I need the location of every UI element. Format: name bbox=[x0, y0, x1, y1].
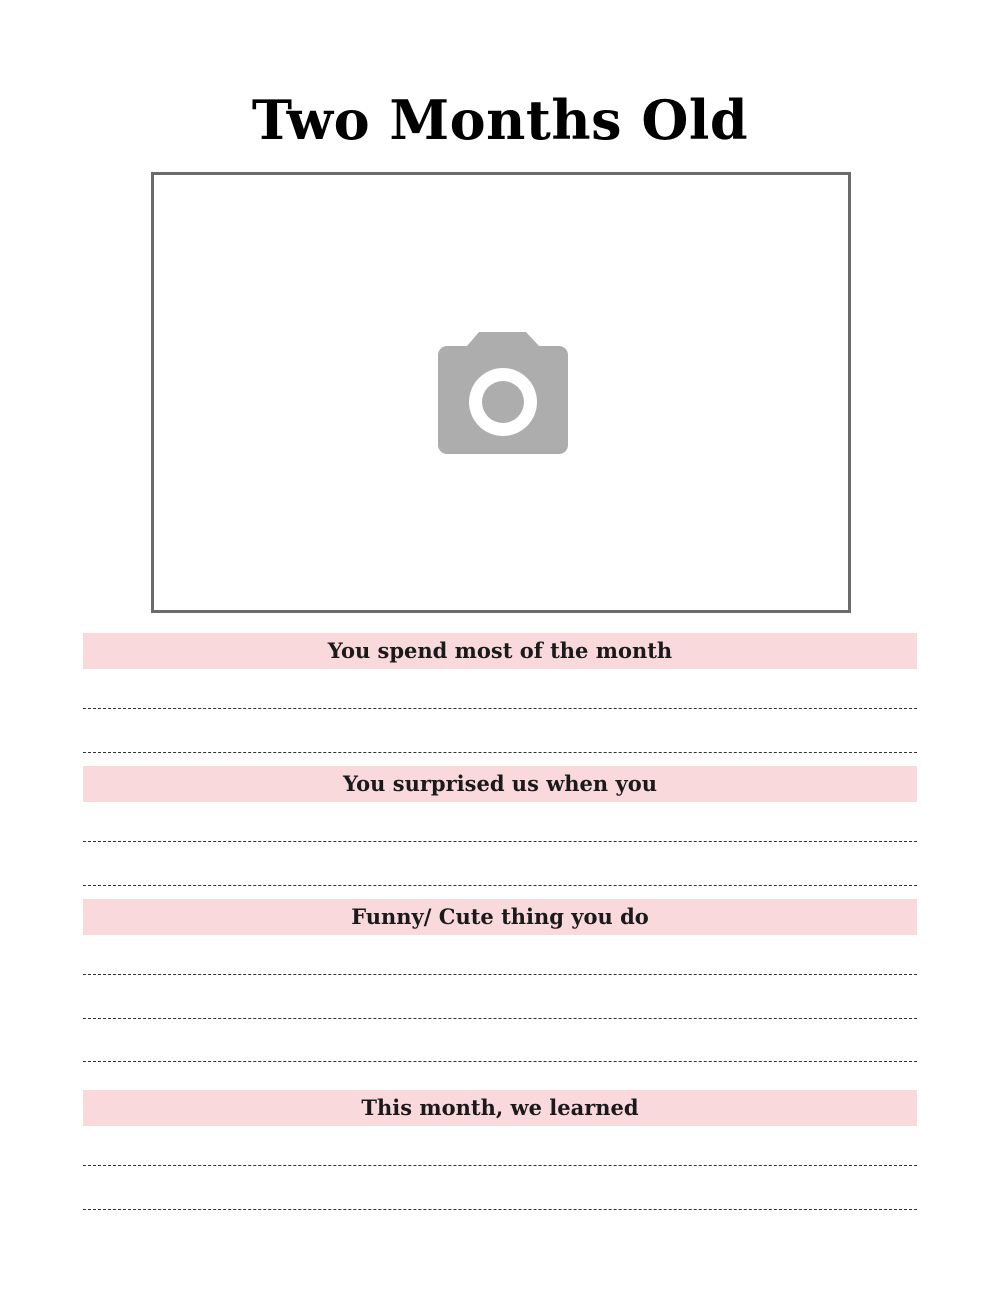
writing-line[interactable] bbox=[83, 708, 917, 709]
section-header-we-learned: This month, we learned bbox=[83, 1090, 917, 1126]
writing-line[interactable] bbox=[83, 1018, 917, 1019]
section-header-spend-month: You spend most of the month bbox=[83, 633, 917, 669]
writing-line[interactable] bbox=[83, 974, 917, 975]
writing-line[interactable] bbox=[83, 885, 917, 886]
writing-line[interactable] bbox=[83, 1061, 917, 1062]
writing-line[interactable] bbox=[83, 752, 917, 753]
section-header-funny-cute: Funny/ Cute thing you do bbox=[83, 899, 917, 935]
page-title: Two Months Old bbox=[251, 88, 749, 152]
photo-frame[interactable] bbox=[151, 172, 851, 613]
writing-line[interactable] bbox=[83, 841, 917, 842]
writing-line[interactable] bbox=[83, 1209, 917, 1210]
camera-icon bbox=[433, 332, 573, 458]
section-header-surprised-us: You surprised us when you bbox=[83, 766, 917, 802]
writing-line[interactable] bbox=[83, 1165, 917, 1166]
